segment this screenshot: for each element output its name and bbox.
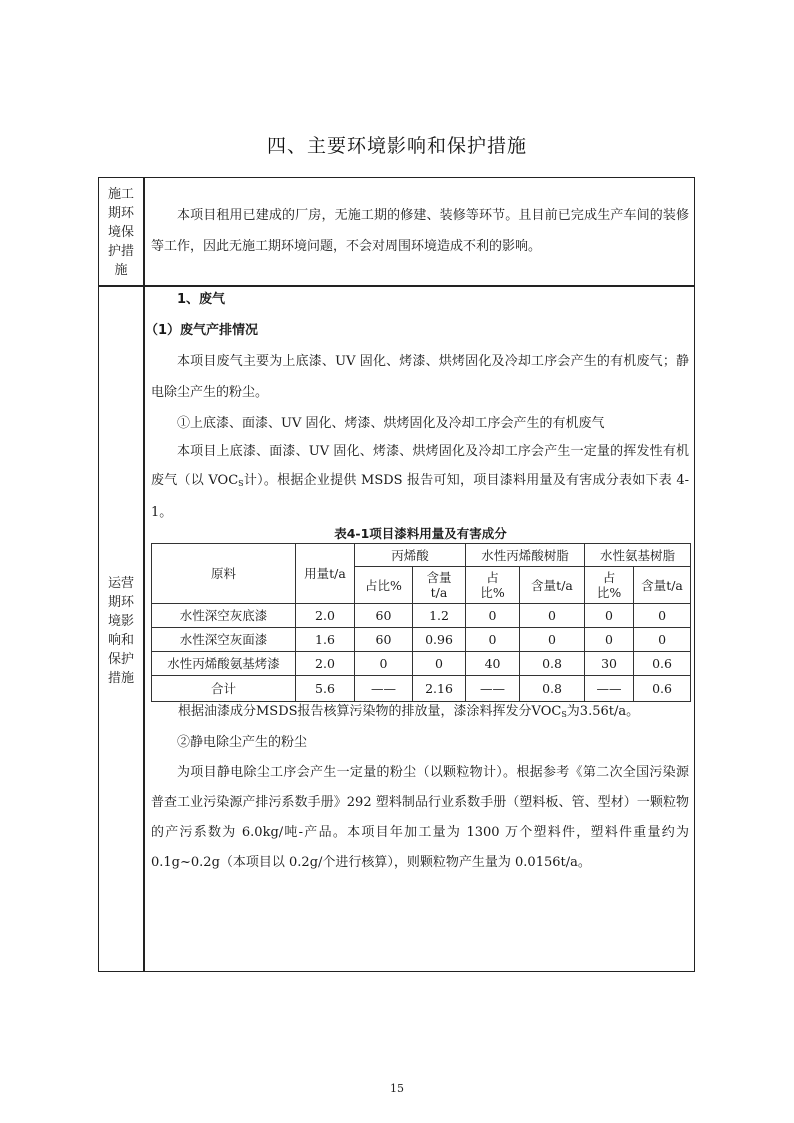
page-title: 四、主要环境影响和保护措施 bbox=[266, 135, 527, 157]
value-cell: 0 bbox=[520, 628, 585, 652]
voc-subscript: S bbox=[238, 479, 244, 488]
label-line: 响和 bbox=[107, 633, 134, 648]
label-line: 措施 bbox=[107, 671, 134, 686]
value-cell: 2.0 bbox=[296, 652, 355, 676]
value-cell: 0.8 bbox=[520, 676, 585, 702]
material-cell: 水性丙烯酸氨基烤漆 bbox=[152, 652, 296, 676]
value-cell: 0 bbox=[466, 628, 520, 652]
table-row bbox=[152, 652, 691, 676]
header-ratio: 占比% bbox=[355, 567, 413, 604]
subsection-organic-gas-title: ①上底漆、面漆、UV 固化、烤漆、烘烤固化及冷却工序会产生的有机废气 bbox=[177, 416, 605, 431]
paragraph-dust: 为项目静电除尘工序会产生一定量的粉尘（以颗粒物计）。根据参考《第二次全国污染源普查工业污染源产排污系数手册》292 塑料制品行业系数手册（塑料板、管、型材）一颗粒物的产污系数为 6.0kg/吨-产品。本项目年加工量为 1300 万个塑料件，塑料件重量约为 0.1g~0.2g（本项目以 0.2g/个进行核算），则颗粒物产生量为 0.0156t/a。 bbox=[151, 765, 689, 870]
table-row bbox=[152, 676, 691, 702]
value-cell: 1.2 bbox=[413, 604, 466, 628]
label-line: 境保 bbox=[107, 225, 134, 240]
label-line: 运营 bbox=[107, 576, 134, 591]
label-line: 施 bbox=[114, 263, 128, 278]
value-cell: 0 bbox=[634, 604, 691, 628]
value-cell: 60 bbox=[355, 628, 413, 652]
voc-total-note bbox=[178, 702, 639, 725]
paragraph-organic-gas bbox=[151, 437, 689, 527]
header-amount: 含量t/a bbox=[413, 567, 466, 604]
table-row bbox=[152, 604, 691, 628]
value-cell: —— bbox=[355, 676, 413, 702]
heading-waste-gas: 1、废气 bbox=[177, 292, 226, 307]
value-cell: 5.6 bbox=[296, 676, 355, 702]
label-line: 期环 bbox=[107, 595, 134, 610]
value-cell: 60 bbox=[355, 604, 413, 628]
label-line: 护措 bbox=[107, 244, 134, 259]
header-ratio: 占比% bbox=[585, 567, 634, 604]
label-column-divider bbox=[143, 177, 145, 972]
value-cell: —— bbox=[466, 676, 520, 702]
material-cell: 水性深空灰面漆 bbox=[152, 628, 296, 652]
material-cell: 水性深空灰底漆 bbox=[152, 604, 296, 628]
value-cell: 0 bbox=[413, 652, 466, 676]
value-cell: 0 bbox=[355, 652, 413, 676]
construction-text: 本项目租用已建成的厂房，无施工期的修建、装修等环节。且目前已完成生产车间的装修等工作，因此无施工期环境问题，不会对周围环境造成不利的影响。 bbox=[151, 208, 689, 254]
operation-label bbox=[101, 574, 141, 688]
value-cell: 0.96 bbox=[413, 628, 466, 652]
value-cell: 30 bbox=[585, 652, 634, 676]
value-cell: 0 bbox=[466, 604, 520, 628]
label-line: 保护 bbox=[107, 652, 134, 667]
voc-subscript: S bbox=[561, 710, 567, 719]
material-cell: 合计 bbox=[152, 676, 296, 702]
value-cell: 0 bbox=[520, 604, 585, 628]
construction-label bbox=[101, 185, 141, 280]
header-material: 原料 bbox=[152, 544, 296, 604]
table-caption: 表4-1项目漆料用量及有害成分 bbox=[334, 526, 507, 541]
table-row bbox=[152, 628, 691, 652]
value-cell: 0 bbox=[585, 628, 634, 652]
value-cell: 40 bbox=[466, 652, 520, 676]
header-group: 丙烯酸 bbox=[355, 544, 466, 567]
page-number: 15 bbox=[390, 1082, 404, 1095]
header-amount: 含量t/a bbox=[520, 567, 585, 604]
heading-emission-situation: （1）废气产排情况 bbox=[145, 323, 259, 338]
label-line: 期环 bbox=[107, 206, 134, 221]
value-cell: 0.8 bbox=[520, 652, 585, 676]
paragraph-organic-gas-before: 本项目上底漆、面漆、UV 固化、烤漆、烘烤固化及冷却工序会产生一定量的挥发性有机废气（以 VOC bbox=[151, 444, 689, 488]
header-group: 水性氨基树脂 bbox=[585, 544, 691, 567]
header-amount: 含量t/a bbox=[634, 567, 691, 604]
paint-composition-table bbox=[151, 543, 691, 702]
subsection-dust-title: ②静电除尘产生的粉尘 bbox=[177, 735, 308, 750]
value-cell: 2.0 bbox=[296, 604, 355, 628]
header-usage: 用量t/a bbox=[296, 544, 355, 604]
paragraph-overview: 本项目废气主要为上底漆、UV 固化、烤漆、烘烤固化及冷却工序会产生的有机废气；静电除尘产生的粉尘。 bbox=[151, 354, 689, 400]
value-cell: 0.6 bbox=[634, 652, 691, 676]
value-cell: —— bbox=[585, 676, 634, 702]
value-cell: 0 bbox=[585, 604, 634, 628]
value-cell: 2.16 bbox=[413, 676, 466, 702]
label-line: 施工 bbox=[107, 187, 134, 202]
voc-total-note-after: 为3.56t/a。 bbox=[566, 704, 640, 719]
header-group: 水性丙烯酸树脂 bbox=[466, 544, 585, 567]
label-line: 境影 bbox=[107, 614, 134, 629]
paragraph-organic-gas-after: 计）。根据企业提供 MSDS 报告可知，项目漆料用量及有害成分表如下表 4-1。 bbox=[151, 473, 689, 520]
value-cell: 1.6 bbox=[296, 628, 355, 652]
voc-total-note-before: 根据油漆成分MSDS报告核算污染物的排放量，漆涂料挥发分VOC bbox=[178, 704, 562, 719]
value-cell: 0.6 bbox=[634, 676, 691, 702]
value-cell: 0 bbox=[634, 628, 691, 652]
header-ratio: 占比% bbox=[466, 567, 520, 604]
